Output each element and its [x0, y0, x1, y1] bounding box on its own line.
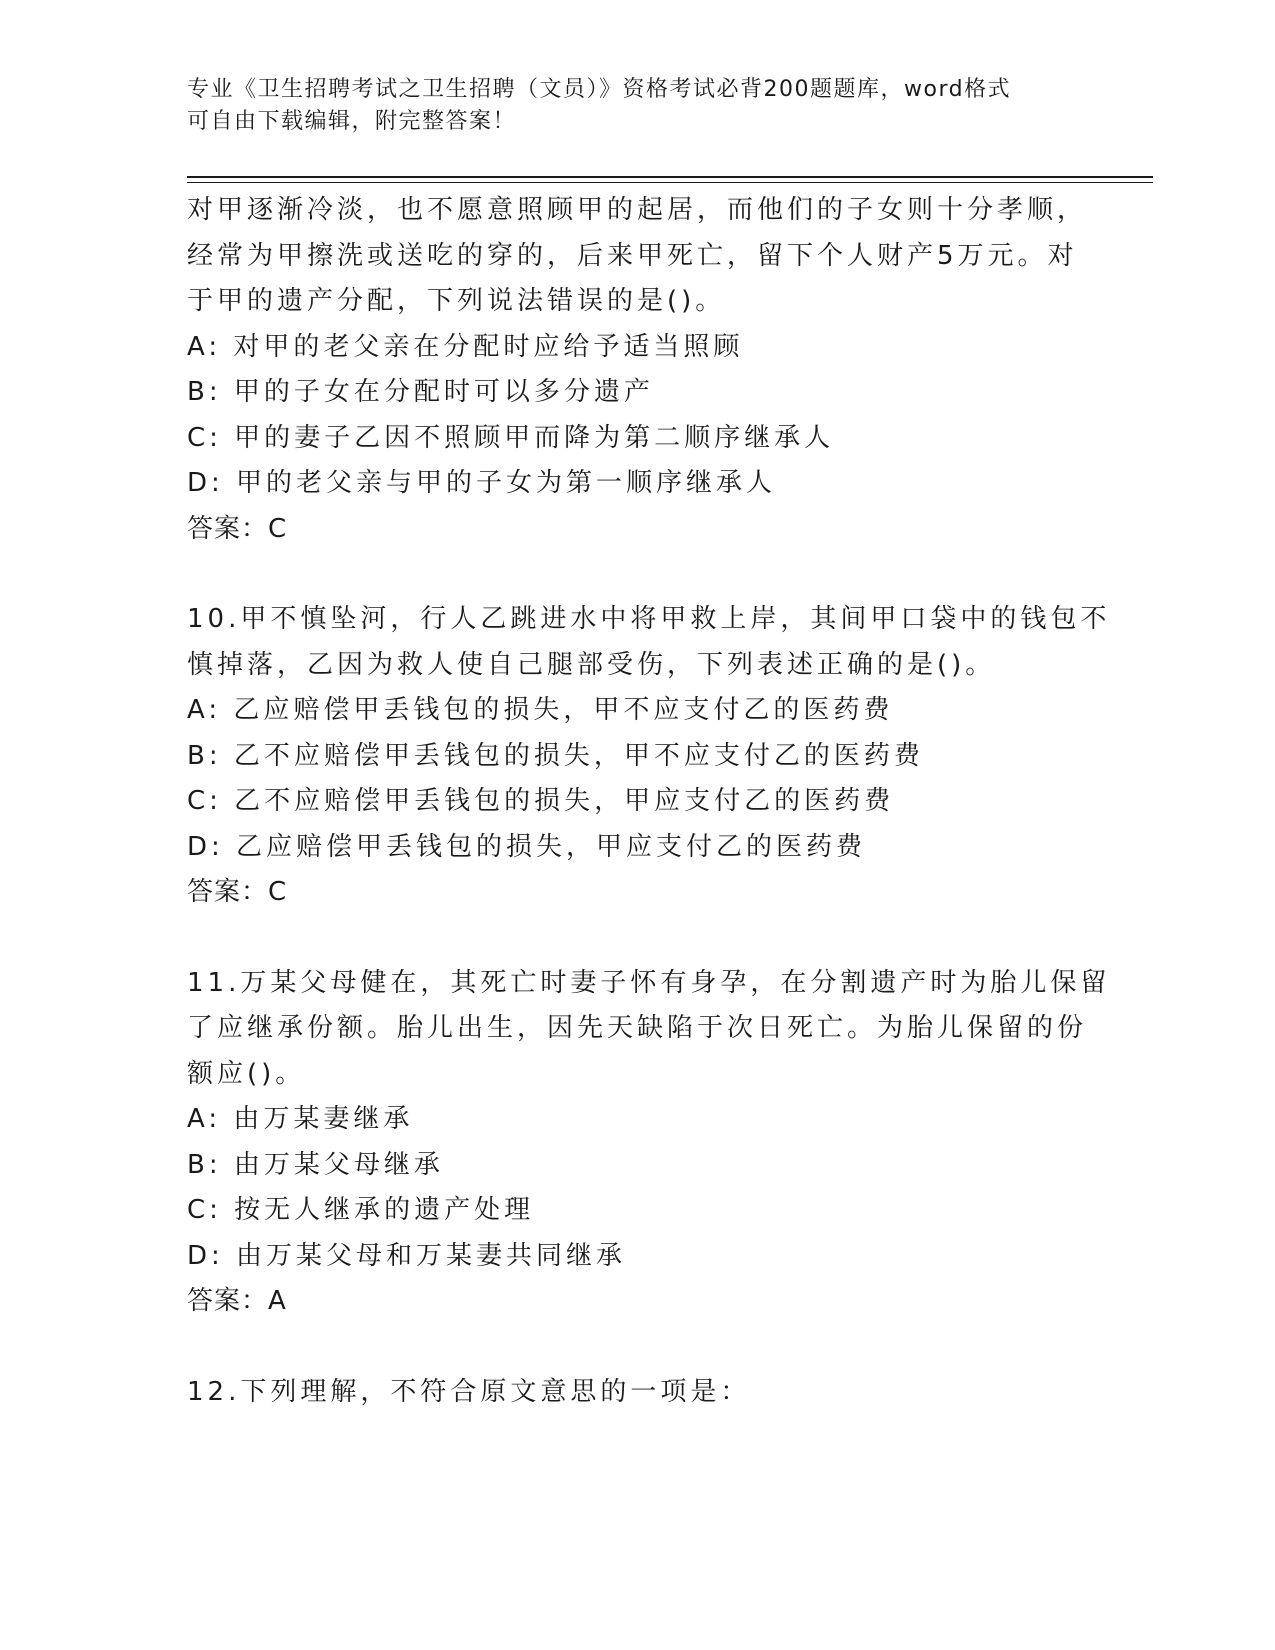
- question-stem-line: 额应()。: [187, 1058, 306, 1089]
- option-c: C: 按无人继承的遗产处理: [187, 1195, 535, 1225]
- question-stem-line: 10.甲不慎坠河，行人乙跳进水中将甲救上岸，其间甲口袋中的钱包不: [187, 604, 1111, 634]
- question-stem-line: 经常为甲擦洗或送吃的穿的，后来甲死亡，留下个人财产5万元。对: [187, 240, 1078, 271]
- question-stem-line: 12.下列理解，不符合原文意思的一项是：: [187, 1376, 751, 1407]
- document-body: [187, 188, 1111, 1415]
- option-c: C: 甲的妻子乙因不照顾甲而降为第二顺序继承人: [187, 422, 835, 453]
- option-d: D: 甲的老父亲与甲的子女为第一顺序继承人: [187, 468, 777, 498]
- answer-line: 答案：C: [187, 877, 288, 907]
- answer-line: 答案：A: [187, 1286, 287, 1316]
- option-a: A: 由万某妻继承: [187, 1104, 414, 1134]
- answer-line: 答案：C: [187, 513, 288, 544]
- option-c: C: 乙不应赔偿甲丢钱包的损失，甲应支付乙的医药费: [187, 786, 895, 816]
- document-header: [187, 74, 1087, 138]
- header-line-2: 可自由下载编辑，附完整答案！: [187, 109, 517, 134]
- question-10: [187, 597, 1111, 916]
- option-a: A: 乙应赔偿甲丢钱包的损失，甲不应支付乙的医药费: [187, 695, 894, 725]
- question-stem-line: 慎掉落，乙因为救人使自己腿部受伤，下列表述正确的是()。: [187, 649, 996, 680]
- question-stem-line: 了应继承份额。胎儿出生，因先天缺陷于次日死亡。为胎儿保留的份: [187, 1013, 1088, 1043]
- header-divider-thin: [187, 182, 1153, 183]
- question-11: [187, 961, 1111, 1325]
- option-b: B: 由万某父母继承: [187, 1149, 444, 1180]
- option-a: A: 对甲的老父亲在分配时应给予适当照顾: [187, 331, 744, 362]
- question-9: [187, 188, 1087, 552]
- option-b: B: 乙不应赔偿甲丢钱包的损失，甲不应支付乙的医药费: [187, 740, 924, 771]
- question-stem-line: 于甲的遗产分配，下列说法错误的是()。: [187, 286, 726, 316]
- option-b: B: 甲的子女在分配时可以多分遗产: [187, 377, 654, 407]
- question-12: [187, 1370, 1087, 1416]
- question-stem-line: 对甲逐渐冷淡，也不愿意照顾甲的起居，而他们的子女则十分孝顺，: [187, 195, 1088, 225]
- header-line-1: 专业《卫生招聘考试之卫生招聘（文员）》资格考试必背200题题库，word格式: [187, 77, 1012, 102]
- question-stem-line: 11.万某父母健在，其死亡时妻子怀有身孕，在分割遗产时为胎儿保留: [187, 967, 1111, 998]
- header-divider-thick: [187, 176, 1153, 178]
- option-d: D: 由万某父母和万某妻共同继承: [187, 1240, 627, 1271]
- option-d: D: 乙应赔偿甲丢钱包的损失，甲应支付乙的医药费: [187, 831, 867, 862]
